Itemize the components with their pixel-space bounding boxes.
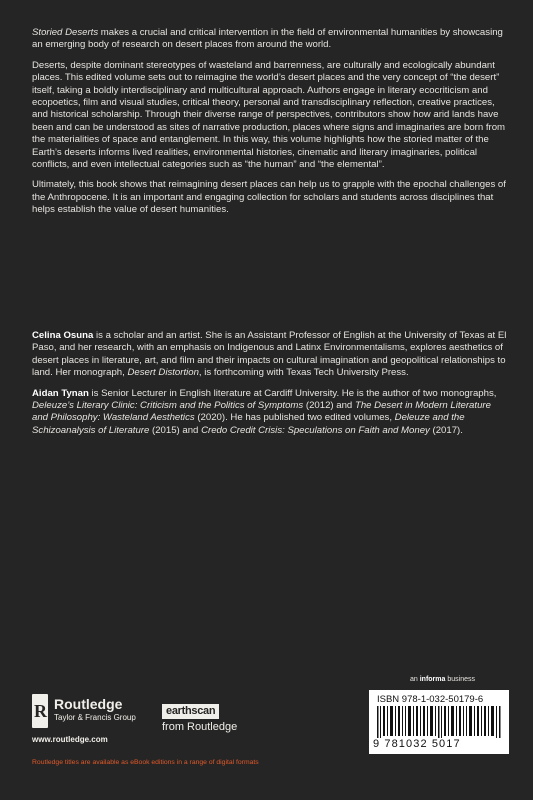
- bio-celina-osuna: Celina Osuna is a scholar and an artist. She is an Assistant Professor of English at the University of Texas at El Paso, and her research, with an emphasis on Indigenous and Latinx Environmentalisms, explores aesthetics of desert places in literature, art, and film and their impacts on cultural imagination and geopolitical relationships to land. Her monograph, Desert Distortion, is forthcoming with Texas Tech University Press.: [32, 330, 507, 379]
- earthscan-logo: [162, 704, 262, 738]
- bio-aidan-tynan: Aidan Tynan is Senior Lecturer in English literature at Cardiff University. He is the author of two monographs, Deleuze’s Literary Clinic: Criticism and the Politics of Symptoms (2012) and The Desert in Modern Literature and Philosophy: Wasteland Aesthetics (2020). He has published two edited volumes, Deleuze and the Schizoanalysis of Literature (2015) and Credo Credit Crisis: Speculations on Faith and Money (2017).: [32, 387, 497, 436]
- routledge-url: www.routledge.com: [32, 735, 108, 744]
- isbn-label: ISBN 978-1-032-50179-6: [377, 694, 484, 705]
- author-name: Celina Osuna: [32, 330, 94, 341]
- routledge-name: Routledge: [54, 696, 123, 712]
- earthscan-name: earthscan: [162, 704, 219, 719]
- routledge-logo: [32, 694, 152, 730]
- book-title: Storied Deserts: [32, 27, 99, 38]
- author-bios: [32, 330, 508, 445]
- routledge-subtitle: Taylor & Francis Group: [54, 713, 136, 722]
- blurb-paragraph-3: Ultimately, this book shows that reimagining desert places can help us to grapple with the epochal challenges of the Anthropocene. It is an important and engaging collection for scholars and students across disciplines that helps establish the value of desert humanities.: [32, 179, 506, 216]
- routledge-r-icon: R: [32, 694, 48, 728]
- barcode-icon: [377, 706, 503, 738]
- isbn-digits: 9 781032 5017: [373, 738, 461, 750]
- isbn-barcode: [369, 690, 509, 754]
- earthscan-from: from Routledge: [162, 721, 238, 733]
- ebook-availability-note: Routledge titles are available as eBook editions in a range of digital formats: [32, 759, 259, 766]
- blurb-paragraph-2: Deserts, despite dominant stereotypes of wasteland and barrenness, are culturally and ecologically abundant places. This edited volume sets out to reimagine the world’s desert places and the very concept of “the desert” itself, taking a boldly interdisciplinary and multicultural approach. Authors engage in literary ecocriticism and ecopoetics, film and visual studies, critical theory, personal and transdisciplinary reflection, creative practices, and historical scholarship. Through their diverse range of perspectives, contributors show how arid lands have been and can be understood as sites of narrative production, places where signs and imaginaries are born from the materialities of space and entanglement. In this way, this volume highlights how the storied matter of the Earth’s deserts informs lived realities, environmental histories, cinematic and literary imaginaries, political conflicts, and even intellectual categories such as “the human” and “the elemental”.: [32, 59, 506, 171]
- blurb-paragraph-1: Storied Deserts makes a crucial and critical intervention in the field of environmental humanities by showcasing an emerging body of research on desert places from around the world.: [32, 27, 503, 51]
- back-cover-blurb: [32, 27, 508, 225]
- author-name: Aidan Tynan: [32, 387, 89, 399]
- informa-business-tag: an informa business: [410, 676, 475, 683]
